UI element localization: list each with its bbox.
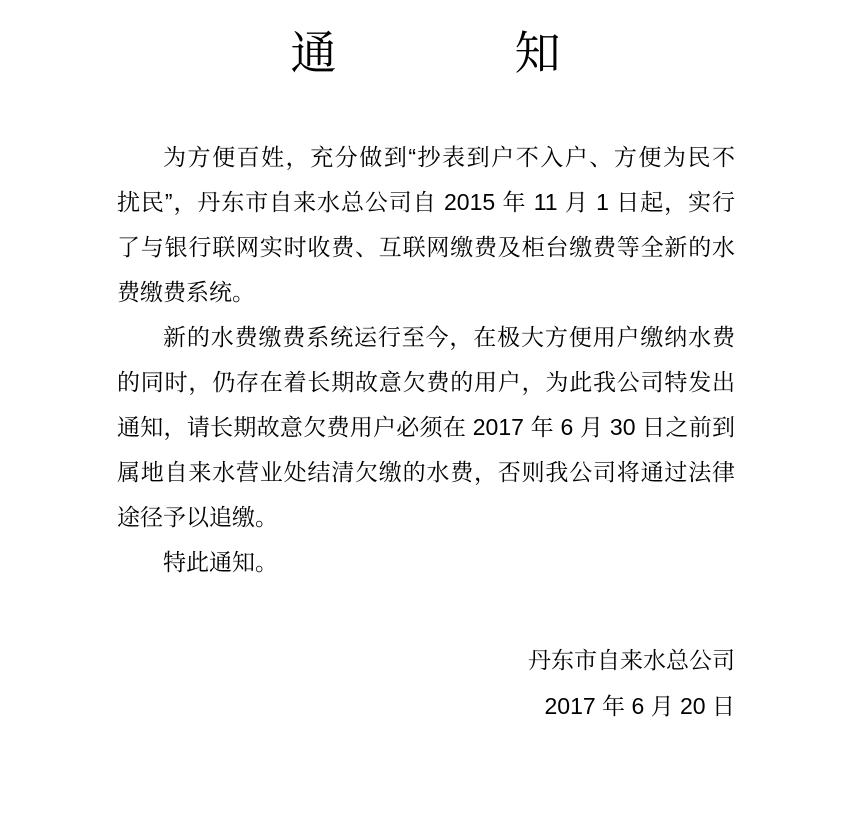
paragraph-overdue-warning <box>117 315 735 540</box>
body-line: 费缴费系统。 <box>117 279 255 305</box>
paragraph-payment-system <box>117 135 735 315</box>
title-character-second: 知 <box>514 27 561 79</box>
date: 2017 年 6 月 20 日 <box>544 693 735 719</box>
signature: 丹东市自来水总公司 <box>528 647 735 673</box>
body-line: 属地自来水营业处结清欠缴的水费，否则我公司将通过法律 <box>117 459 735 485</box>
title-character-first: 通 <box>290 27 337 79</box>
body-line: 新的水费缴费系统运行至今，在极大方便用户缴纳水费 <box>163 324 735 350</box>
document-closing <box>528 637 735 729</box>
document-title <box>0 25 851 81</box>
paragraph-hereby-notice <box>117 540 735 585</box>
body-line: 特此通知。 <box>163 549 278 575</box>
body-line: 通知，请长期故意欠费用户必须在 2017 年 6 月 30 日之前到 <box>117 414 735 440</box>
body-line: 了与银行联网实时收费、互联网缴费及柜台缴费等全新的水 <box>117 234 735 260</box>
body-line: 的同时，仍存在着长期故意欠费的用户，为此我公司特发出 <box>117 369 735 395</box>
body-line: 途径予以追缴。 <box>117 504 278 530</box>
body-line: 为方便百姓，充分做到“抄表到户不入户、方便为民不 <box>163 144 735 170</box>
document-body <box>117 135 735 585</box>
body-line: 扰民”，丹东市自来水总公司自 2015 年 11 月 1 日起，实行 <box>117 189 735 215</box>
